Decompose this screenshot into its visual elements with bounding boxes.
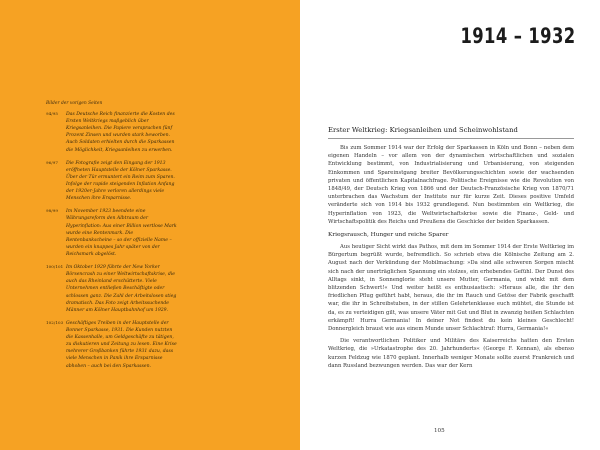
- section-heading: Erster Weltkrieg: Kriegsanleihen und Scheinwohlstand: [328, 126, 518, 134]
- heading-rule: [328, 138, 574, 139]
- caption-item: [46, 111, 178, 154]
- caption-text: Im Oktober 1929 führte der New Yorker Börsencrash zu einer Weltwirtschaftskrise, die auch das Rheinland erschütterte. Viele Unternehmen entließen Beschäftigte oder schlossen ganz. Die Zahl der Arbeitslosen stieg dramatisch. Das Foto zeigt Arbeitssuchende Männer am Kölner Hauptbahnhof um 1929.: [66, 265, 177, 313]
- caption-heading: Bilder der vorigen Seiten: [46, 101, 103, 106]
- sub-heading: Kriegsrausch, Hunger und reiche Sparer: [328, 232, 449, 239]
- page-number: 105: [434, 428, 445, 434]
- caption-item: [46, 208, 178, 258]
- caption-item: [46, 264, 178, 314]
- caption-page-ref: 102/103: [46, 319, 64, 325]
- caption-text: Die Fotografie zeigt den Eingang der 1913 eröffneten Hauptstelle der Kölner Sparkasse. Über der Tür ermuntert ein Reim zum Sparen. Infolge der rapide steigenden Inflation Anfang der 1920er-Jahre verloren allerdings viele Menschen ihre Ersparnisse.: [66, 160, 175, 202]
- caption-page-ref: 94/95: [46, 111, 59, 116]
- caption-page-ref: 96/97: [46, 159, 59, 165]
- article-body: [328, 126, 574, 370]
- caption-text: Das Deutsche Reich finanzierte die Kosten des Ersten Weltkriegs maßgeblich über Kriegsanleihen. Die Papiere versprachen fünf Prozent Zinsen und wurden stark beworben. Auch Soldaten erhielten durch die Sparkassen die Möglichkeit, Kriegsanleihen zu erwerben.: [66, 112, 175, 153]
- paragraph: Die verantwortlichen Politiker und Militärs des Kaiserreichs hatten den Ersten Weltkrieg, die »Urkatastrophe des 20. Jahrhunderts« (George F. Kennan), als ebenso kurzen Feldzug wie 1870 geplant. Innerhalb weniger Monate sollte zuerst Frankreich und dann Russland bezwungen werden. Das war der Kern: [328, 338, 574, 369]
- caption-page-ref: 100/101: [46, 264, 64, 270]
- captions-list: [46, 111, 178, 376]
- paragraph: Aus heutiger Sicht wirkt das Pathos, mit dem im Sommer 1914 der Erste Weltkrieg im Bürgertum begrüßt wurde, befremdlich. So schrieb etwa die Kölnische Zeitung am 2. August nach der Verkündung der Mobilmachung: »Da sind alle schweren Sorgen mischt sich nach der unerträglichen Spannung ein stolzes, ein erhebendes Gefühl. Der Dunst des Alltags sinkt, in Sonnenglorie steht unsere Mutter, Germania, und winkt mit dem blitzenden Schwert!« Und weiter heißt es enthusiastisch: »Heraus alle, die ihr den friedlichen Pflug geführt habt, heraus, die ihr im Rauch und Getöse der Fabrik geschafft war, die ihr in Schreibstuben, in der stillen Gelehrtenklause euch mühtet, die Stunde ist da, es zu verteidigen gilt, was unsere Väter mit Gut und Blut in zwanzig heißen Schlachten erkämpft! Hurra Germania! In deiner Not findest du kein kleines Geschlecht! Donnergleich braust wie aus einem Munde unser Schlachtruf: Hurra, Germania!«: [328, 244, 574, 333]
- right-page: [300, 0, 600, 450]
- paragraph: Bis zum Sommer 1914 war der Erfolg der Sparkassen in Köln und Bonn – neben dem eigenen Handeln – vor allem von der dynamischen wirtschaftlichen und sozialen Entwicklung bestimmt, von Industrialisierung und Urbanisierung, von steigenden Einkommen und Spareinstgang breiter Bevölkerungsschichten sowie der wachsenden privaten und öffentlichen Kapitalnachfrage. Politische Ereignisse wie die Revolution von 1848/49, der Deutsch Krieg von 1866 und der Deutsch-Französische Krieg von 1870/71 unterbrachen das Wachstum der Institute nur für kurze Zeit. Dieses positive Umfeld veränderte sich von 1914 bis 1932 grundlegend. Nun bestimmten ein Weltkrieg, die Hyperinflation von 1923, die Weltwirtschaftskrise sowie die Finanz-, Geld- und Wirtschaftspolitik des Reichs und Preußens die Geschicke der beiden Sparkassen.: [328, 145, 574, 225]
- era-title: 1914 – 1932: [460, 24, 576, 48]
- caption-item: [46, 320, 178, 370]
- caption-text: Geschäftiges Treiben in der Hauptstelle der Bonner Sparkasse, 1931. Die Kunden nutzten die Kassenhalle, um Geldgeschäfte zu tätigen, zu diskutieren und Zeitung zu lesen. Eine Krise mehrerer Großbanken führte 1931 dazu, dass viele Menschen in Panik ihre Ersparnisse abhoben – auch bei den Sparkassen.: [66, 320, 177, 369]
- caption-page-ref: 98/99: [46, 208, 59, 214]
- caption-text: Im November 1923 beendete eine Währungsreform den Albtraum der Hyperinflation: Aus einer Billion wertlose Mark wurde eine Rentenmark. Die Rentenbankscheine – so der offizielle Name – wurden ein knappes Jahr später von der Reichsmark abgelöst.: [66, 209, 177, 257]
- caption-item: [46, 160, 178, 203]
